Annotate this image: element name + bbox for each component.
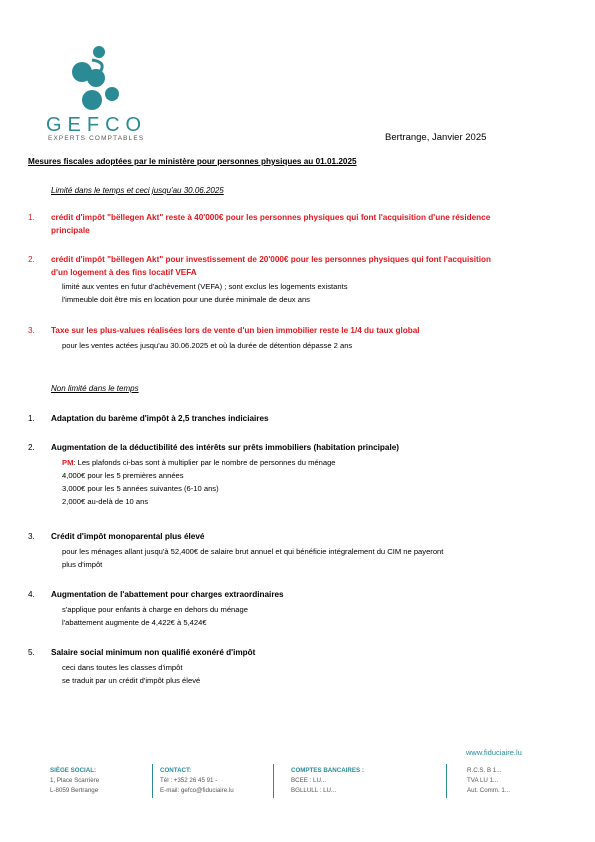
footer-text: Aut. Comm. 1... (467, 787, 510, 794)
footer-text: E-mail: gefco@fiduciaire.lu (160, 787, 234, 794)
footer-contact (160, 766, 234, 796)
logo-name: GEFCO (46, 114, 148, 136)
section2-item-1: Adaptation du barème d'impôt à 2,5 tranches indiciaires (51, 414, 269, 423)
section1-item-1 (51, 212, 551, 237)
section1-item-2 (51, 254, 551, 279)
item-number: 2. (28, 255, 35, 264)
item-number: 5. (28, 648, 35, 657)
item-detail: 3,000€ pour les 5 années suivantes (6-10 ans) (62, 484, 219, 493)
footer-divider (273, 764, 274, 798)
section2-item-5: Salaire social minimum non qualifié exonéré d'impôt (51, 648, 256, 657)
footer-text: Tél : +352 26 45 91 - (160, 777, 218, 784)
footer-text: TVA LU 1... (467, 777, 499, 784)
section2-item-2-details (62, 456, 552, 508)
item-detail: s'applique pour enfants à charge en dehors du ménage (62, 605, 248, 614)
footer-bank-heading: COMPTES BANCAIRES : (291, 767, 364, 774)
section2-item-5-details (62, 661, 552, 687)
footer-divider (152, 764, 153, 798)
item-line: principale (51, 225, 90, 235)
item-detail: ceci dans toutes les classes d'impôt (62, 663, 183, 672)
section1-item-2-details (62, 280, 552, 306)
item-number: 4. (28, 590, 35, 599)
item-detail: se traduit par un crédit d'impôt plus élevé (62, 676, 201, 685)
footer-registration (467, 766, 510, 796)
item-detail: 2,000€ au-delà de 10 ans (62, 497, 149, 506)
footer-text: BGLLULL : LU... (291, 787, 337, 794)
section1-item-3: Taxe sur les plus-values réalisées lors de vente d'un bien immobilier reste le 1/4 du taux global (51, 326, 420, 335)
footer-text: R.C.S. B 1... (467, 767, 502, 774)
pm-text: : Les plafonds ci-bas sont à multiplier par le nombre de personnes du ménage (73, 458, 336, 467)
footer-text: BCEE : LU... (291, 777, 327, 784)
item-line: crédit d'impôt "bëllegen Akt" pour investissement de 20'000€ pour les personnes physiques qui font l'acquisition (51, 255, 492, 264)
item-detail: l'abattement augmente de 4,422€ à 5,424€ (62, 618, 207, 627)
footer-bank (291, 766, 364, 796)
gefco-logo-icon (62, 42, 132, 114)
footer-address (50, 766, 99, 796)
item-detail: 4,000€ pour les 5 premières années (62, 471, 184, 480)
item-detail: limité aux ventes en futur d'achèvement (VEFA) ; sont exclus les logements existants (62, 282, 348, 291)
section1-heading: Limité dans le temps et ceci jusqu'au 30.06.2025 (51, 186, 224, 195)
item-line: d'un logement à des fins locatif VEFA (51, 267, 197, 277)
section2-item-2: Augmentation de la déductibilité des intérêts sur prêts immobiliers (habitation principale) (51, 443, 400, 452)
pm-note (62, 456, 552, 469)
item-detail: plus d'impôt (62, 560, 103, 569)
item-line: crédit d'impôt "bëllegen Akt" reste à 40'000€ pour les personnes physiques qui font l'acquisition d'une résidence (51, 213, 491, 222)
item-detail: pour les ménages allant jusqu'à 52,400€ de salaire brut annuel et qui bénéficie intégralement du CIM ne payeront (62, 547, 444, 556)
website-link[interactable]: www.fiduciaire.lu (466, 748, 522, 757)
item-number: 1. (28, 213, 35, 222)
document-title: Mesures fiscales adoptées par le ministère pour personnes physiques au 01.01.2025 (28, 157, 357, 166)
pm-label: PM (62, 458, 74, 467)
item-number: 1. (28, 414, 35, 423)
item-number: 3. (28, 326, 35, 335)
item-detail: l'immeuble doit être mis en location pour une durée minimale de deux ans (62, 295, 310, 304)
section2-item-4-details (62, 603, 552, 629)
section2-item-3: Crédit d'impôt monoparental plus élevé (51, 532, 205, 541)
footer-text: L-8059 Bertrange (50, 787, 99, 794)
footer-address-heading: SIÈGE SOCIAL: (50, 767, 97, 774)
item-detail: pour les ventes actées jusqu'au 30.06.2025 et où la durée de détention dépasse 2 ans (62, 341, 353, 350)
section2-heading: Non limité dans le temps (51, 384, 139, 393)
footer-contact-heading: CONTACT: (160, 767, 192, 774)
footer-divider (446, 764, 447, 798)
footer-text: 1, Place Scarrière (50, 777, 100, 784)
date-line: Bertrange, Janvier 2025 (385, 132, 487, 143)
logo-subtitle: EXPERTS COMPTABLES (48, 135, 145, 142)
section2-item-3-details (62, 545, 552, 571)
item-number: 2. (28, 443, 35, 452)
item-number: 3. (28, 532, 35, 541)
section2-item-4: Augmentation de l'abattement pour charges extraordinaires (51, 590, 284, 599)
